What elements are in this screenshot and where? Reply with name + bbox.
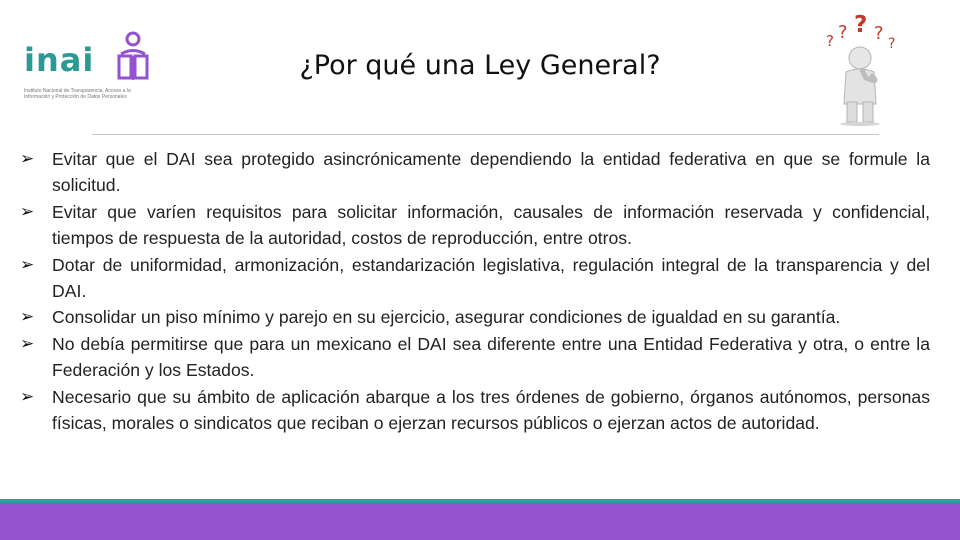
arrow-bullet-icon: ➢ [20,333,35,353]
svg-text:?: ? [874,23,884,44]
list-item [20,331,930,384]
arrow-bullet-icon: ➢ [20,307,35,327]
svg-text:?: ? [888,36,896,52]
arrow-bullet-icon: ➢ [20,149,35,168]
arrow-bullet-icon: ➢ [20,201,35,221]
logo-caption-line: Información y Protección de Datos Personales [24,94,127,100]
bullet-list [20,146,930,436]
thinking-person-icon [816,8,912,126]
arrow-bullet-icon: ➢ [20,254,35,274]
bullet-text: No debía permitirse que para un mexicano el DAI sea diferente entre una Entidad Federativa y otra, o entre la Federación y los Estados. [52,333,930,381]
title-divider [92,134,879,135]
list-item [20,384,930,437]
bullet-text: Dotar de uniformidad, armonización, estandarización legislativa, regulación integral de la transparencia y del DAI. [52,254,930,302]
bullet-text: Evitar que varíen requisitos para solicitar información, causales de información reservada y confidencial, tiempos de respuesta de la autoridad, costos de reproducción, entre otros. [52,201,930,249]
footer-band [0,499,960,540]
list-item [20,146,930,199]
list-item [20,304,930,330]
logo-caption-line: Instituto Nacional de Transparencia, Acceso a la [24,88,131,94]
svg-text:?: ? [826,32,834,50]
page-title: ¿Por qué una Ley General? [299,50,661,81]
list-item [20,199,930,252]
svg-text:?: ? [838,22,848,43]
bullet-text: Necesario que su ámbito de aplicación abarque a los tres órdenes de gobierno, órganos autónomos, personas físicas, morales o sindicatos que reciban o ejerzan recursos públicos o ejerzan actos de autoridad. [52,386,930,434]
arrow-bullet-icon: ➢ [20,386,35,406]
logo-wordmark: inai [24,41,95,79]
bullet-text: Evitar que el DAI sea protegido asincrónicamente dependiendo la entidad federativa en que se formule la solicitud. [52,149,930,196]
list-item [20,252,930,305]
logo-caption [24,88,154,100]
bullet-text: Consolidar un piso mínimo y parejo en su ejercicio, asegurar condiciones de igualdad en su garantía. [52,307,841,328]
svg-text:?: ? [854,12,868,38]
footer-band-main [0,503,960,540]
